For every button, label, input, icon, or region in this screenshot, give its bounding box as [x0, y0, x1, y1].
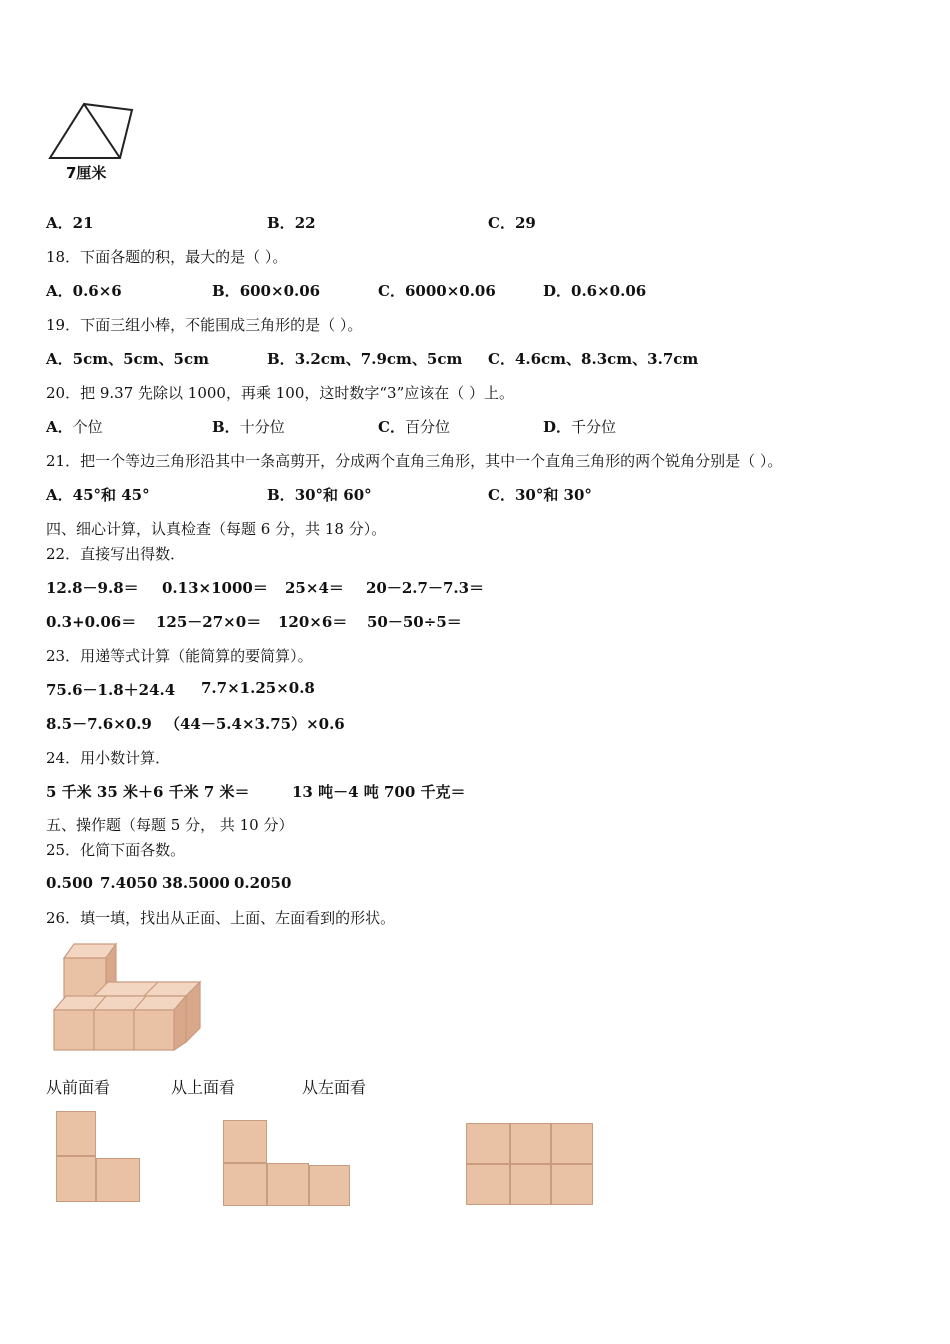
option-c[interactable]: C．百分位 — [378, 418, 450, 436]
option-d[interactable]: D．千分位 — [543, 418, 617, 436]
section-5-title: 五、操作题（每题 5 分， 共 10 分） — [46, 816, 294, 834]
left-view-label: 从左面看 — [302, 1078, 367, 1097]
top-view-label: 从上面看 — [171, 1078, 236, 1097]
calc-item: 12.8－9.8＝ — [46, 579, 139, 597]
calc-item: 50－50÷5＝ — [367, 613, 462, 631]
question-22-stem: 22．直接写出得数． — [46, 545, 186, 563]
option-b[interactable]: B．3.2cm、7.9cm、5cm — [267, 350, 463, 368]
calc-item: 5 千米 35 米＋6 千米 7 米＝ — [46, 783, 250, 801]
calc-item: 120×6＝ — [278, 613, 348, 631]
calc-item: 8.5－7.6×0.9 — [46, 715, 152, 733]
figure-base-label: 7厘米 — [66, 164, 107, 182]
section-4-title: 四、细心计算，认真检查（每题 6 分，共 18 分）。 — [46, 520, 387, 538]
view-square — [56, 1111, 96, 1156]
option-c[interactable]: C．6000×0.06 — [378, 282, 496, 300]
view-square — [551, 1164, 593, 1205]
view-shape-c — [466, 1123, 594, 1207]
cube-stack-figure — [44, 938, 209, 1056]
front-view-label: 从前面看 — [46, 1078, 111, 1097]
view-square — [96, 1158, 140, 1202]
calc-item: 20－2.7－7.3＝ — [366, 579, 485, 597]
number-item: 0.2050 — [234, 874, 292, 892]
option-a[interactable]: A．5cm、5cm、5cm — [46, 350, 209, 368]
question-21-stem: 21．把一个等边三角形沿其中一条高剪开，分成两个直角三角形，其中一个直角三角形的两个锐角分别是（ ）。 — [46, 452, 783, 470]
calc-item: 0.3+0.06＝ — [46, 613, 137, 631]
calc-item: 75.6－1.8＋24.4 — [46, 681, 176, 699]
view-square — [510, 1123, 551, 1164]
option-c[interactable]: C．29 — [488, 214, 536, 232]
question-23-stem: 23．用递等式计算（能简算的要简算）。 — [46, 647, 313, 665]
view-square — [466, 1164, 510, 1205]
calc-item: 25×4＝ — [285, 579, 344, 597]
view-square — [510, 1164, 551, 1205]
view-square — [223, 1120, 267, 1163]
question-18-stem: 18．下面各题的积，最大的是（ ）。 — [46, 248, 288, 266]
question-26-stem: 26．填一填，找出从正面、上面、左面看到的形状。 — [46, 909, 396, 927]
cube-stack-diagram — [44, 938, 209, 1056]
calc-item: 13 吨－4 吨 700 千克＝ — [292, 783, 466, 801]
calc-item: 0.13×1000＝ — [162, 579, 268, 597]
calc-item: 7.7×1.25×0.8 — [201, 679, 315, 697]
option-b[interactable]: B．十分位 — [212, 418, 285, 436]
calc-item: 125－27×0＝ — [156, 613, 262, 631]
question-25-stem: 25．化简下面各数。 — [46, 841, 186, 859]
number-item: 38.5000 — [162, 874, 230, 892]
option-a[interactable]: A．0.6×6 — [46, 282, 122, 300]
calc-item: （44－5.4×3.75）×0.6 — [165, 715, 345, 733]
option-c[interactable]: C．30°和 30° — [488, 486, 592, 504]
view-square — [223, 1163, 267, 1206]
number-item: 0.500 — [46, 874, 93, 892]
question-19-stem: 19．下面三组小棒，不能围成三角形的是（ ）。 — [46, 316, 363, 334]
option-b[interactable]: B．30°和 60° — [267, 486, 372, 504]
view-square — [56, 1156, 96, 1202]
number-item: 7.4050 — [100, 874, 158, 892]
option-b[interactable]: B．22 — [267, 214, 316, 232]
parallelogram-figure — [44, 100, 144, 160]
option-c[interactable]: C．4.6cm、8.3cm、3.7cm — [488, 350, 699, 368]
option-b[interactable]: B．600×0.06 — [212, 282, 321, 300]
question-20-stem: 20．把 9.37 先除以 1000，再乘 100，这时数字“3”应该在（ ）上。 — [46, 384, 515, 402]
option-a[interactable]: A．个位 — [46, 418, 103, 436]
view-square — [309, 1165, 350, 1206]
view-square — [466, 1123, 510, 1164]
view-square — [267, 1163, 309, 1206]
option-d[interactable]: D．0.6×0.06 — [543, 282, 647, 300]
view-shape-b — [223, 1120, 351, 1208]
option-a[interactable]: A．21 — [46, 214, 94, 232]
question-24-stem: 24．用小数计算． — [46, 749, 171, 767]
view-shape-a — [56, 1111, 142, 1205]
parallelogram-diagram — [44, 100, 144, 160]
view-square — [551, 1123, 593, 1164]
option-a[interactable]: A．45°和 45° — [46, 486, 150, 504]
